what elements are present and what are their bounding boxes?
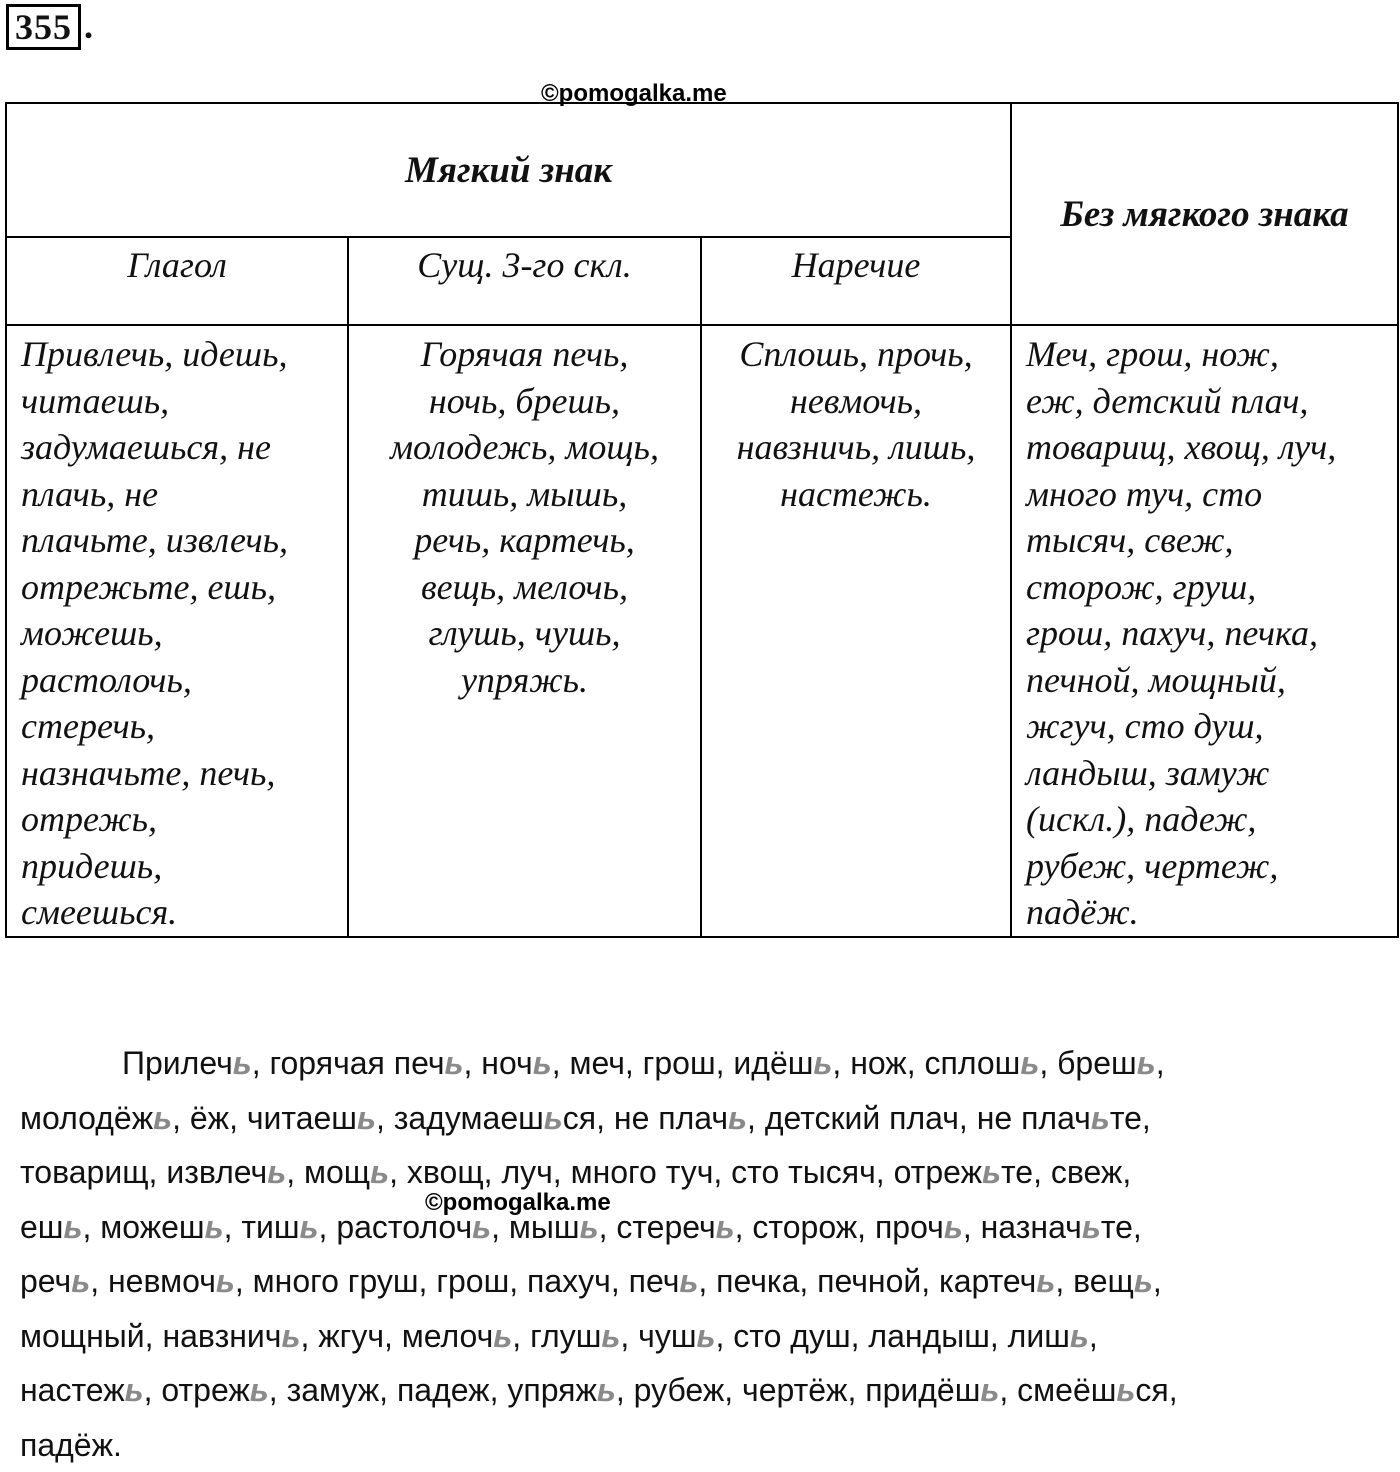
cell-line: рубеж, чертеж,	[1026, 843, 1397, 890]
cell-line: тишь, мышь,	[349, 471, 700, 518]
task-number-dot: .	[84, 4, 93, 48]
task-number: 355	[15, 7, 72, 47]
cell-line: придешь,	[21, 843, 347, 890]
cell-line: читаешь,	[21, 378, 347, 425]
soft-sign-highlight: ь	[697, 1318, 716, 1354]
soft-sign-highlight: ь	[679, 1263, 698, 1299]
soft-sign-highlight: ь	[357, 1100, 376, 1136]
soft-sign-highlight: ь	[233, 1045, 252, 1081]
answer-paragraph	[20, 1036, 1380, 1472]
paragraph-line: мощный, навзничь, жгуч, мелочь, глушь, чушь, сто душ, ландыш, лишь,	[20, 1309, 1380, 1364]
cell-line: отрежь,	[21, 796, 347, 843]
soft-sign-highlight: ь	[444, 1045, 463, 1081]
no-sign-text	[1012, 326, 1397, 936]
soft-sign-highlight: ь	[716, 1209, 735, 1245]
soft-sign-highlight: ь	[944, 1209, 963, 1245]
soft-sign-highlight: ь	[1091, 1100, 1110, 1136]
cell-line: смеешься.	[21, 889, 347, 936]
subheader-adverb	[701, 237, 1011, 325]
subheader-noun	[348, 237, 701, 325]
subheader-verb-label: Глагол	[7, 244, 347, 286]
soft-sign-highlight: ь	[267, 1154, 286, 1190]
soft-sign-highlight: ь	[125, 1372, 144, 1408]
verbs-text	[7, 326, 347, 936]
header-soft-sign: Мягкий знак	[6, 103, 1011, 237]
subheader-noun-label: Сущ. 3-го скл.	[349, 244, 700, 286]
soft-sign-highlight: ь	[1036, 1263, 1055, 1299]
cell-line: растолочь,	[21, 657, 347, 704]
soft-sign-highlight: ь	[300, 1209, 319, 1245]
soft-sign-highlight: ь	[205, 1209, 224, 1245]
soft-sign-highlight: ь	[1020, 1045, 1039, 1081]
cell-line: Меч, грош, нож,	[1026, 331, 1397, 378]
soft-sign-highlight: ь	[281, 1318, 300, 1354]
soft-sign-highlight: ь	[1082, 1209, 1101, 1245]
paragraph-line: молодёжь, ёж, читаешь, задумаешься, не плачь, детский плач, не плачьте,	[20, 1091, 1380, 1146]
soft-sign-highlight: ь	[250, 1372, 269, 1408]
watermark-middle: ©pomogalka.me	[425, 1190, 611, 1216]
soft-sign-highlight: ь	[1070, 1318, 1089, 1354]
cell-line: Сплошь, прочь,	[702, 331, 1010, 378]
soft-sign-highlight: ь	[982, 1154, 1001, 1190]
cell-line: вещь, мелочь,	[349, 564, 700, 611]
soft-sign-highlight: ь	[813, 1045, 832, 1081]
cell-line: можешь,	[21, 610, 347, 657]
cell-line: печной, мощный,	[1026, 657, 1397, 704]
subheader-adverb-label: Наречие	[702, 244, 1010, 286]
cell-line: задумаешься, не	[21, 424, 347, 471]
cell-line: настежь.	[702, 471, 1010, 518]
cell-line: еж, детский плач,	[1026, 378, 1397, 425]
cell-line: ландыш, замуж	[1026, 750, 1397, 797]
cell-line: сторож, груш,	[1026, 564, 1397, 611]
soft-sign-highlight: ь	[544, 1100, 563, 1136]
cell-line: падёж.	[1026, 889, 1397, 936]
soft-sign-highlight: ь	[63, 1209, 82, 1245]
cell-adverbs	[701, 325, 1011, 937]
cell-line: товарищ, хвощ, луч,	[1026, 424, 1397, 471]
paragraph-line: речь, невмочь, много груш, грош, пахуч, печь, печка, печной, картечь, вещь,	[20, 1254, 1380, 1309]
soft-sign-highlight: ь	[601, 1318, 620, 1354]
soft-sign-table	[5, 102, 1399, 938]
cell-line: много туч, сто	[1026, 471, 1397, 518]
adverbs-text	[702, 326, 1010, 517]
soft-sign-highlight: ь	[533, 1045, 552, 1081]
soft-sign-highlight: ь	[980, 1372, 999, 1408]
paragraph-line: ешь, можешь, тишь, растолочь, мышь, стеречь, сторож, прочь, назначьте,	[20, 1200, 1380, 1255]
cell-line: навзничь, лишь,	[702, 424, 1010, 471]
nouns-text	[349, 326, 700, 703]
cell-line: ночь, брешь,	[349, 378, 700, 425]
soft-sign-highlight: ь	[1116, 1372, 1135, 1408]
soft-sign-highlight: ь	[728, 1100, 747, 1136]
soft-sign-highlight: ь	[472, 1209, 491, 1245]
cell-no-sign	[1011, 325, 1398, 937]
soft-sign-highlight: ь	[1137, 1045, 1156, 1081]
cell-nouns	[348, 325, 701, 937]
paragraph-line: настежь, отрежь, замуж, падеж, упряжь, рубеж, чертёж, придёшь, смеёшься,	[20, 1363, 1380, 1418]
soft-sign-highlight: ь	[153, 1100, 172, 1136]
cell-line: (искл.), падеж,	[1026, 796, 1397, 843]
cell-line: плачьте, извлечь,	[21, 517, 347, 564]
cell-line: стеречь,	[21, 703, 347, 750]
soft-sign-highlight: ь	[71, 1263, 90, 1299]
cell-line: упряжь.	[349, 657, 700, 704]
cell-line: тысяч, свеж,	[1026, 517, 1397, 564]
cell-line: речь, картечь,	[349, 517, 700, 564]
subheader-verb	[6, 237, 348, 325]
cell-line: жгуч, сто душ,	[1026, 703, 1397, 750]
cell-line: невмочь,	[702, 378, 1010, 425]
cell-line: молодежь, мощь,	[349, 424, 700, 471]
soft-sign-highlight: ь	[216, 1263, 235, 1299]
cell-line: плачь, не	[21, 471, 347, 518]
cell-line: Привлечь, идешь,	[21, 331, 347, 378]
cell-line: грош, пахуч, печка,	[1026, 610, 1397, 657]
cell-verbs	[6, 325, 348, 937]
cell-line: Горячая печь,	[349, 331, 700, 378]
watermark-top: ©pomogalka.me	[541, 81, 727, 107]
soft-sign-highlight: ь	[580, 1209, 599, 1245]
cell-line: назначьте, печь,	[21, 750, 347, 797]
header-no-soft-sign: Без мягкого знака	[1011, 103, 1398, 325]
paragraph-line: товарищ, извлечь, мощь, хвощ, луч, много туч, сто тысяч, отрежьте, свеж,	[20, 1145, 1380, 1200]
soft-sign-highlight: ь	[493, 1318, 512, 1354]
soft-sign-highlight: ь	[1134, 1263, 1153, 1299]
soft-sign-highlight: ь	[597, 1372, 616, 1408]
paragraph-line: падёж.	[20, 1418, 1380, 1472]
cell-line: отрежьте, ешь,	[21, 564, 347, 611]
soft-sign-highlight: ь	[370, 1154, 389, 1190]
cell-line: глушь, чушь,	[349, 610, 700, 657]
task-number-box	[6, 4, 81, 50]
paragraph-line: Прилечь, горячая печь, ночь, меч, грош, идёшь, нож, сплошь, брешь,	[20, 1036, 1380, 1091]
